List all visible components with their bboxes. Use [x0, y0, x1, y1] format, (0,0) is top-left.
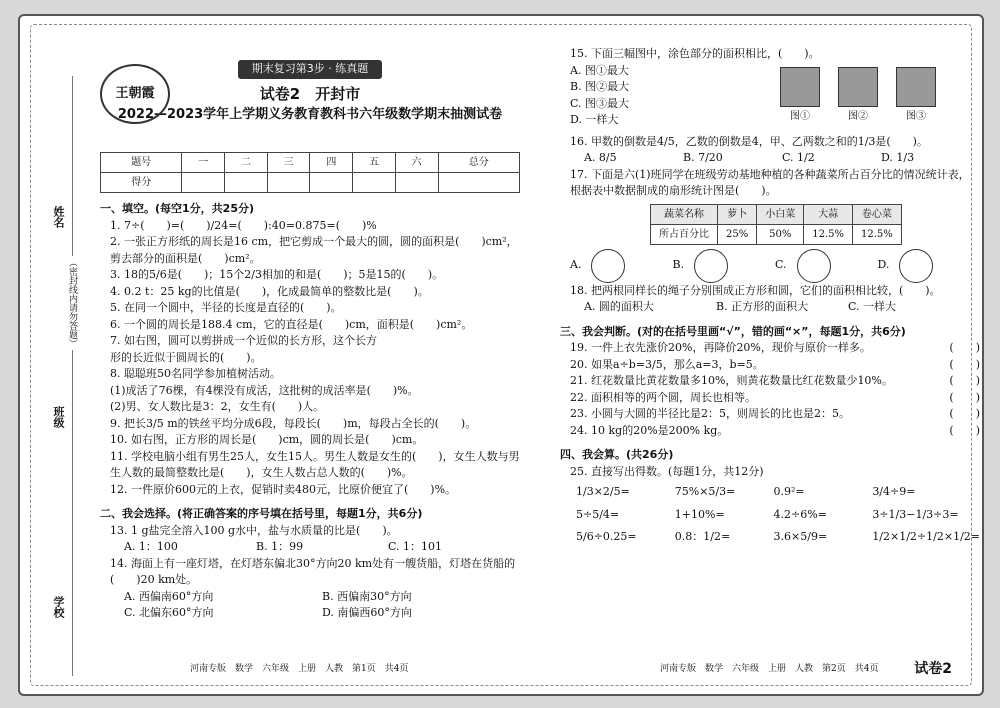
exam-sheet	[18, 14, 984, 696]
calc-item: 3÷1/3−1/3÷3=	[872, 507, 959, 521]
score-header: 四	[310, 153, 353, 173]
pie-chart-icon	[694, 249, 728, 283]
option-letter: D.	[877, 258, 890, 272]
paper-number: 试卷2	[914, 661, 952, 677]
answer-paren[interactable]: ( )	[949, 341, 980, 354]
score-cell[interactable]	[267, 173, 310, 193]
calc-item: 1/2×1/2÷1/2×1/2=	[872, 530, 980, 543]
question: 20. 如果a÷b=3/5，那么a=3，b=5。	[570, 357, 764, 371]
options	[100, 605, 520, 622]
section-4-title: 四、我会算。(共26分)	[560, 448, 674, 461]
option[interactable]: C. 北偏东60°方向	[124, 606, 214, 619]
right-page	[560, 46, 980, 546]
question: 10. 如右图，正方形的周长是( )cm，圆的周长是( )cm。	[110, 433, 424, 446]
veg-header: 大蒜	[804, 204, 853, 224]
veg-cell: 50%	[757, 224, 804, 244]
pie-chart-icon	[899, 249, 933, 283]
figure	[780, 67, 820, 124]
question: 1. 7÷( )=( )/24=( ):40=0.875=( )%	[110, 218, 377, 232]
option[interactable]: C. 1/2	[782, 151, 815, 164]
calc-item: 3.6×5/9=	[773, 530, 828, 543]
answer-paren[interactable]: ( )	[949, 390, 980, 404]
option[interactable]: A. 图①最大	[570, 63, 629, 77]
score-header: 二	[225, 153, 268, 173]
calc-item: 3/4÷9=	[872, 485, 916, 498]
option[interactable]: A. 1：100	[124, 540, 178, 553]
score-row-label: 得分	[101, 173, 182, 193]
calc-item: 75%×5/3=	[674, 485, 736, 498]
figure	[896, 67, 936, 124]
question: 7. 如右图，圆可以剪拼成一个近似的长方形，这个长方形的长近似于圆周长的( )。	[110, 334, 377, 364]
figure-shape	[896, 67, 936, 107]
question: 19. 一件上衣先涨价20%，再降价20%，现价与原价一样多。	[570, 341, 871, 354]
option[interactable]: A. 8/5	[584, 151, 617, 164]
section-1-title: 一、填空。(每空1分，共25分)	[100, 202, 255, 215]
option[interactable]: D. 1/3	[881, 151, 915, 164]
score-header: 题号	[101, 153, 182, 173]
option[interactable]: D. 一样大	[570, 113, 619, 126]
question: 23. 小圆与大圆的半径比是2：5，则周长的比也是2：5。	[570, 407, 850, 420]
q15-figures	[780, 67, 980, 124]
calc-item: 5÷5/4=	[576, 507, 620, 521]
option[interactable]: D. 南偏西60°方向	[322, 606, 412, 619]
veg-cell: 12.5%	[853, 224, 902, 244]
pie-chart-icon	[591, 249, 625, 283]
left-page	[100, 60, 520, 622]
answer-paren[interactable]: ( )	[949, 374, 980, 387]
calc-item: 1+10%=	[674, 507, 725, 521]
question: 17. 下面是六(1)班同学在班级劳动基地种植的各种蔬菜所占百分比的情况统计表，根据表中数据制成的扇形统计图是( )。	[570, 167, 970, 197]
options	[560, 299, 980, 316]
question: 13. 1 g盐完全溶入100 g水中，盐与水质量的比是( )。	[110, 523, 398, 537]
vegetable-table	[650, 204, 902, 245]
question: 9. 把长3/5 m的铁丝平均分成6段，每段长( )m，每段占全长的( )。	[110, 416, 477, 430]
score-cell[interactable]	[182, 173, 225, 193]
exam-header	[100, 60, 520, 158]
question: 8. 聪聪班50名同学参加植树活动。	[110, 367, 281, 380]
score-header: 三	[267, 153, 310, 173]
option[interactable]: A. 圆的面积大	[584, 300, 654, 313]
veg-header: 卷心菜	[853, 204, 902, 224]
class-label: 班级	[52, 406, 65, 428]
options	[100, 589, 520, 606]
score-cell[interactable]	[225, 173, 268, 193]
section-3-title: 三、我会判断。(对的在括号里画“√”，错的画“×”，每题1分，共6分)	[560, 324, 906, 338]
option[interactable]: B. 西偏南30°方向	[322, 589, 412, 603]
figure-shape	[780, 67, 820, 107]
pie-option[interactable]	[570, 249, 673, 283]
judge-item	[560, 373, 980, 390]
step-badge: 期末复习第3步 · 练真题	[238, 60, 383, 79]
figure	[838, 67, 878, 124]
judge-item	[560, 390, 980, 407]
option-letter: A.	[570, 258, 582, 272]
paper-title: 试卷2 开封市	[259, 84, 361, 103]
question: 5. 在同一个圆中，半径的长度是直径的( )。	[110, 301, 342, 314]
figure-label: 图③	[906, 110, 926, 122]
veg-cell: 所占百分比	[651, 224, 718, 244]
question: (1)成活了76棵，有4棵没有成活，这批树的成活率是( )%。	[110, 383, 419, 397]
pie-option[interactable]	[878, 249, 981, 283]
question: 16. 甲数的倒数是4/5，乙数的倒数是4，甲、乙两数之和的1/3是( )。	[570, 134, 928, 148]
option[interactable]: A. 西偏南60°方向	[124, 589, 214, 603]
pie-options	[560, 249, 980, 283]
question: 3. 18的5/6是( )；15个2/3相加的和是( )；5是15的( )。	[110, 268, 444, 281]
veg-header: 小白菜	[757, 204, 804, 224]
calc-item: 0.8：1/2=	[674, 530, 731, 543]
question: (2)男、女人数比是3：2，女生有( )人。	[110, 400, 325, 413]
option[interactable]: B. 7/20	[683, 151, 723, 164]
calc-grid	[560, 484, 980, 546]
question: 2. 一张正方形纸的周长是16 cm，把它剪成一个最大的圆，圆的面积是( )cm²，剪去部分的面积是( )cm²。	[110, 235, 518, 265]
veg-cell: 25%	[718, 224, 757, 244]
paper-subtitle: 2022—2023学年上学期义务教育教科书六年级数学期末抽测试卷	[117, 107, 503, 122]
score-cell[interactable]	[438, 173, 520, 193]
score-header: 五	[353, 153, 396, 173]
figure-label: 图②	[848, 110, 868, 122]
answer-paren[interactable]: ( )	[949, 357, 980, 371]
seal-line	[72, 76, 73, 676]
school-label: 学校	[52, 596, 65, 618]
binding-strip	[48, 76, 88, 676]
score-table	[100, 152, 520, 193]
pie-option[interactable]	[775, 249, 878, 283]
options	[560, 150, 980, 167]
footer-left: 河南专版 数学 六年级 上册 人教 第1页 共4页	[190, 664, 409, 674]
score-header: 一	[182, 153, 225, 173]
judge-item	[560, 406, 980, 423]
calc-item: 0.9²=	[773, 485, 805, 498]
calc-item: 4.2÷6%=	[773, 507, 827, 521]
option[interactable]: C. 一样大	[848, 300, 897, 313]
question: 4. 0.2 t：25 kg的比值是( )，化成最简单的整数比是( )。	[110, 284, 429, 298]
question: 25. 直接写出得数。(每题1分，共12分)	[570, 464, 764, 478]
question: 22. 面积相等的两个圆，周长也相等。	[570, 390, 756, 404]
brand-logo: 王朝霞	[100, 64, 170, 124]
answer-paren[interactable]: ( )	[949, 423, 980, 437]
score-header: 总分	[438, 153, 520, 173]
question: 11. 学校电脑小组有男生25人，女生15人。男生人数是女生的( )，女生人数与男生人数的最简整数比是( )，女生人数占总人数的( )%。	[110, 449, 520, 479]
score-cell[interactable]	[310, 173, 353, 193]
figure-shape	[838, 67, 878, 107]
option-letter: B.	[672, 258, 685, 272]
judge-item	[560, 357, 980, 374]
veg-cell: 12.5%	[804, 224, 853, 244]
seal-note: （密封线内请勿答题）	[67, 258, 77, 348]
footer-right: 河南专版 数学 六年级 上册 人教 第2页 共4页	[660, 664, 879, 674]
question: 24. 10 kg的20%是200% kg。	[570, 423, 729, 437]
judge-item	[560, 340, 980, 357]
name-label: 姓名	[52, 206, 65, 228]
option[interactable]: B. 1：99	[256, 540, 304, 553]
pie-chart-icon	[797, 249, 831, 283]
question: 21. 红花数量比黄花数量多10%，则黄花数量比红花数量少10%。	[570, 374, 893, 387]
option[interactable]: C. 1：101	[388, 540, 443, 553]
calc-item: 5/6÷0.25=	[576, 530, 637, 543]
options	[100, 539, 520, 556]
answer-paren[interactable]: ( )	[949, 407, 980, 420]
figure-label: 图①	[790, 110, 810, 122]
option[interactable]: B. 图②最大	[570, 80, 630, 93]
option[interactable]: B. 正方形的面积大	[716, 300, 809, 313]
score-header: 六	[395, 153, 438, 173]
section-2-title: 二、我会选择。(将正确答案的序号填在括号里，每题1分，共6分)	[100, 507, 423, 520]
pie-option[interactable]	[673, 249, 776, 283]
veg-header: 萝卜	[718, 204, 757, 224]
judge-item	[560, 423, 980, 440]
option-letter: C.	[775, 258, 787, 272]
question: 14. 海面上有一座灯塔，在灯塔东偏北30°方向20 km处有一艘货船，灯塔在货船的( )20 km处。	[110, 556, 516, 586]
question: 15. 下面三幅图中，涂色部分的面积相比，( )。	[570, 47, 820, 60]
question: 12. 一件原价600元的上衣，促销时卖480元，比原价便宜了( )%。	[110, 482, 457, 496]
calc-item: 1/3×2/5=	[576, 485, 630, 498]
score-cell[interactable]	[395, 173, 438, 193]
veg-header: 蔬菜名称	[651, 204, 718, 224]
question: 18. 把两根同样长的绳子分别围成正方形和圆，它们的面积相比较，( )。	[570, 283, 941, 297]
question: 6. 一个圆的周长是188.4 cm，它的直径是( )cm，面积是( )cm²。	[110, 317, 473, 331]
score-cell[interactable]	[353, 173, 396, 193]
option[interactable]: C. 图③最大	[570, 96, 630, 110]
